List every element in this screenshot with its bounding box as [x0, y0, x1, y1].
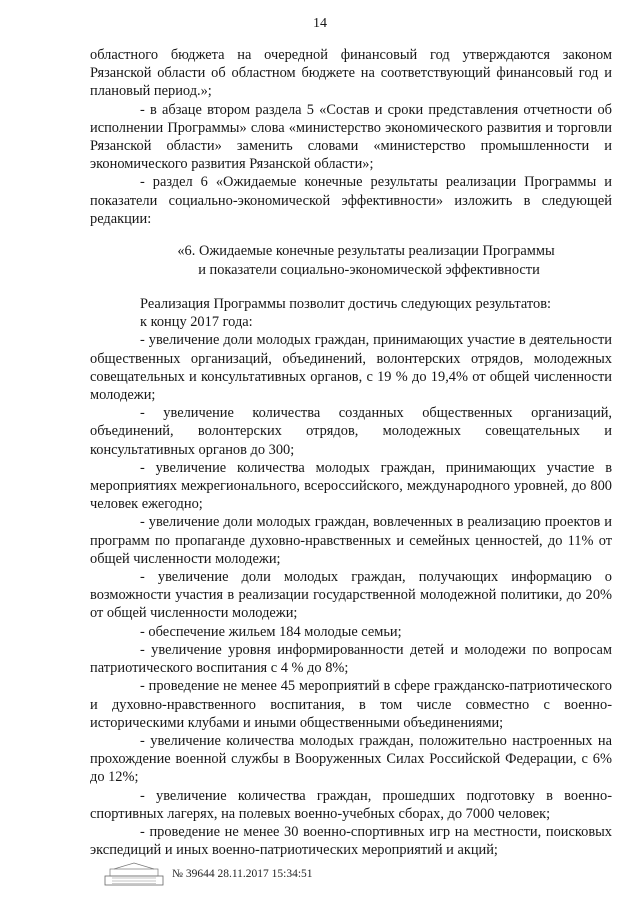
section-heading	[90, 242, 612, 279]
result-item: - проведение не менее 30 военно-спортивных игр на местности, поисковых экспедиций и иных военно-патриотических мероприятий и акций;	[90, 823, 612, 859]
paragraph-continuation: областного бюджета на очередной финансовый год утверждаются законом Рязанской области об областном бюджете на соответствующий финансовый год и плановый период.»;	[90, 47, 612, 100]
page-number: 14	[313, 16, 327, 31]
result-item: - увеличение доли молодых граждан, получающих информацию о возможности участия в реализации государственной молодежной политики, до 20% от общей численности молодежи;	[90, 569, 612, 622]
results-deadline: к концу 2017 года:	[140, 314, 253, 331]
result-item: - увеличение количества молодых граждан, принимающих участие в мероприятиях межрегионального, всероссийского, международного уровней, до 800 человек ежегодно;	[90, 459, 612, 513]
document-body	[90, 46, 612, 859]
registration-number: № 39644 28.11.2017 15:34:51	[172, 868, 313, 880]
results-intro: Реализация Программы позволит достичь следующих результатов:	[140, 296, 551, 313]
result-item: - увеличение уровня информированности детей и молодежи по вопросам патриотического воспитания с 4 % до 8%;	[90, 641, 612, 677]
paragraph-amendment-section6: - раздел 6 «Ожидаемые конечные результаты реализации Программы и показатели социально-экономической эффективности» изложить в следующей редакции:	[90, 174, 612, 227]
result-item: - проведение не менее 45 мероприятий в сфере гражданско-патриотического и духовно-нравственного воспитания, в том числе совместно с военно-историческими клубами и иными общественными объединениями;	[90, 678, 612, 731]
result-item: - увеличение количества граждан, прошедших подготовку в военно-спортивных лагерях, на полевых военно-учебных сборах, до 7000 человек;	[90, 787, 612, 822]
section-heading-line2: и показатели социально-экономической эффективности	[198, 261, 540, 278]
paragraph-amendment-section5: - в абзаце втором раздела 5 «Состав и сроки представления отчетности об исполнении Программы» слова «министерство экономического развития и торговли Рязанской области» заменить словами «министерство промышленности и экономического развития Рязанской области»;	[90, 101, 612, 173]
result-item: - увеличение количества молодых граждан, положительно настроенных на прохождение военной службы в Вооруженных Силах Российской Федерации, с 6% до 12%;	[90, 732, 612, 786]
result-item: - увеличение доли молодых граждан, принимающих участие в деятельности общественных организаций, объединений, волонтерских отрядов, молодежных совещательных и консультативных органов, с 19 % до 19,4% от общей численности молодежи;	[90, 332, 612, 404]
registry-stamp-icon	[104, 862, 164, 886]
result-item: - увеличение доли молодых граждан, вовлеченных в реализацию проектов и программ по пропаганде духовно-нравственных и семейных ценностей, до 11% от общей численности молодежи;	[90, 514, 612, 567]
section-heading-line1: «6. Ожидаемые конечные результаты реализации Программы	[177, 243, 555, 260]
result-item: - обеспечение жильем 184 молодые семьи;	[140, 623, 402, 640]
result-item: - увеличение количества созданных общественных организаций, объединений, волонтерских отрядов, молодежных совещательных и консультативных органов до 300;	[90, 405, 612, 458]
